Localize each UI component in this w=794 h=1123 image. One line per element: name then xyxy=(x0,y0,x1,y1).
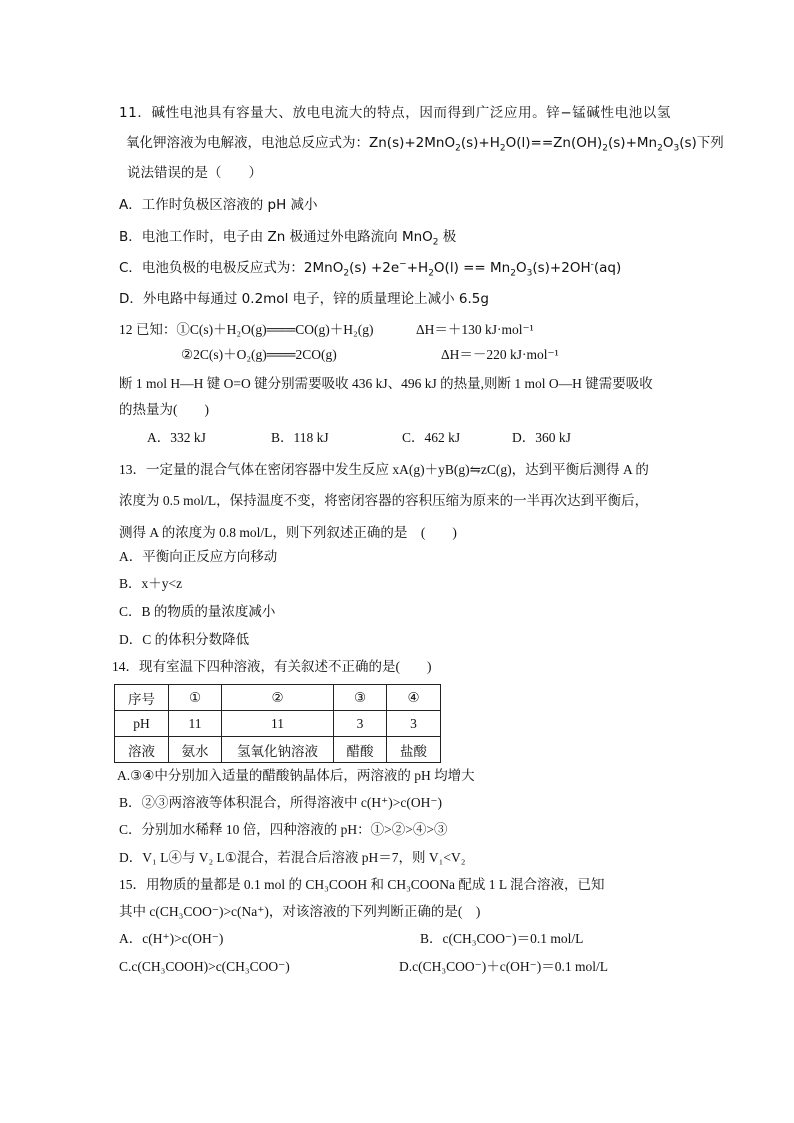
q11-sub: 2 xyxy=(455,143,461,154)
q11-c-text-a: C．电池负极的电极反应式为：2MnO xyxy=(119,260,344,276)
q11-sub: 2 xyxy=(432,237,439,248)
q11-stem-text-e: O xyxy=(662,135,674,151)
q13-option-c: C．B 的物质的量浓度减小 xyxy=(119,604,276,619)
q11-sub: 2 xyxy=(510,268,516,279)
q15-option-b: B．c(CH₃COO⁻)＝0.1 mol/L xyxy=(420,931,584,946)
q11-c-text-e: O xyxy=(515,260,527,276)
table-cell: 3 xyxy=(334,711,387,737)
q15-option-c: C.c(CH₃COOH)>c(CH₃COO⁻) xyxy=(119,959,290,974)
q12-reaction-1: 12 已知：①C(s)＋H₂O(g)═══CO(g)＋H₂(g) xyxy=(119,322,374,337)
q13-line1: 13．一定量的混合气体在密闭容器中发生反应 xA(g)＋yB(g)⇋zC(g)，达到平衡后测得 A 的 xyxy=(119,462,649,477)
q11-sub: 2 xyxy=(602,143,608,154)
table-cell: 3 xyxy=(387,711,441,737)
table-cell: 盐酸 xyxy=(387,737,441,763)
q15-option-d: D.c(CH₃COO⁻)＋c(OH⁻)＝0.1 mol/L xyxy=(399,959,609,974)
q11-stem-text-d: (s)+Mn xyxy=(608,135,658,151)
q12-option-d: D．360 kJ xyxy=(512,430,571,445)
q15-option-a: A．c(H⁺)>c(OH⁻) xyxy=(119,931,224,946)
q12-reaction-2: ②2C(s)＋O₂(g)═══2CO(g) xyxy=(181,347,337,362)
q11-b-text-b: 极 xyxy=(438,229,457,245)
q11-sub: 2 xyxy=(343,268,350,279)
q11-sup: − xyxy=(399,259,407,270)
table-cell: pH xyxy=(115,711,169,737)
table-cell: 氢氧化钠溶液 xyxy=(222,737,334,763)
table-cell: ③ xyxy=(334,685,387,711)
table-row xyxy=(115,737,441,763)
q11-c-text-g: (aq) xyxy=(593,260,622,276)
q14-option-a: A.③④中分别加入适量的醋酸钠晶体后，两溶液的 pH 均增大 xyxy=(117,768,475,783)
table-cell: 醋酸 xyxy=(334,737,387,763)
q11-option-d: D．外电路中每通过 0.2mol 电子，锌的质量理论上减小 6.5g xyxy=(119,291,489,307)
q11-c-text-b: (s) +2e xyxy=(349,260,400,276)
q15-line2: 其中 c(CH₃COO⁻)>c(Na⁺)，对该溶液的下列判断正确的是( ) xyxy=(119,904,481,919)
q11-stem-text-b: (s)+H xyxy=(460,135,500,151)
q11-stem-line1: 11．碱性电池具有容量大、放电电流大的特点，因而得到广泛应用。锌−锰碱性电池以氢 xyxy=(119,105,671,121)
q13-line2: 浓度为 0.5 mol/L，保持温度不变，将密闭容器的容积压缩为原来的一半再次达到平衡后， xyxy=(119,493,649,508)
q12-dh-2: ΔH＝－220 kJ·mol⁻¹ xyxy=(441,347,559,362)
table-cell: 11 xyxy=(222,711,334,737)
table-cell: 氨水 xyxy=(169,737,222,763)
table-cell: 溶液 xyxy=(115,737,169,763)
q11-sub: 2 xyxy=(499,143,506,154)
q11-sub: 2 xyxy=(657,143,663,154)
table-row xyxy=(115,711,441,737)
q11-sup: - xyxy=(590,259,594,270)
q11-stem-line2 xyxy=(126,134,724,152)
q13-option-b: B．x＋y<z xyxy=(119,576,183,591)
q13-option-a: A．平衡向正反应方向移动 xyxy=(119,549,278,564)
q12-option-a: A．332 kJ xyxy=(147,430,206,445)
q11-c-text-c: +H xyxy=(406,260,429,276)
q11-option-a: A．工作时负极区溶液的 pH 减小 xyxy=(119,197,318,213)
q12-option-b: B．118 kJ xyxy=(271,430,329,445)
q14-option-d: D．V₁ L④与 V₂ L①混合，若混合后溶液 pH＝7，则 V₁<V₂ xyxy=(119,850,466,865)
q14-table xyxy=(114,684,441,763)
q11-option-b xyxy=(119,228,456,246)
q11-c-text-f: (s)+2OH xyxy=(532,260,591,276)
table-row xyxy=(115,685,441,711)
table-cell: ④ xyxy=(387,685,441,711)
q15-line1: 15．用物质的量都是 0.1 mol 的 CH₃COOH 和 CH₃COONa 配成 1 L 混合溶液，已知 xyxy=(119,877,605,892)
q12-line4: 的热量为( ) xyxy=(119,402,209,417)
q11-stem-text-c: O(l)==Zn(OH) xyxy=(505,135,603,151)
q11-sub: 3 xyxy=(526,268,533,279)
q14-option-c: C．分别加水稀释 10 倍，四种溶液的 pH：①>②>④>③ xyxy=(119,822,448,837)
table-cell: 序号 xyxy=(115,685,169,711)
q11-c-text-d: O(l) == Mn xyxy=(433,260,511,276)
q12-dh-1: ΔH＝＋130 kJ·mol⁻¹ xyxy=(416,322,534,337)
q11-sub: 2 xyxy=(428,268,434,279)
q13-line3: 测得 A 的浓度为 0.8 mol/L，则下列叙述正确的是 ( ) xyxy=(119,525,457,540)
q11-sub: 3 xyxy=(673,143,680,154)
q12-option-c: C．462 kJ xyxy=(402,430,461,445)
table-cell: 11 xyxy=(169,711,222,737)
q13-option-d: D．C 的体积分数降低 xyxy=(119,632,250,647)
q14-stem: 14．现有室温下四种溶液，有关叙述不正确的是( ) xyxy=(112,659,432,674)
table-cell: ② xyxy=(222,685,334,711)
q11-stem-line3: 说法错误的是（ ） xyxy=(127,165,262,181)
q11-b-text-a: B．电池工作时，电子由 Zn 极通过外电路流向 MnO xyxy=(119,229,433,245)
q11-option-c xyxy=(119,259,621,277)
q11-stem-text-a: 氧化钾溶液为电解液，电池总反应式为：Zn(s)+2MnO xyxy=(126,135,456,151)
q11-stem-text-f: (s)下列 xyxy=(679,135,724,151)
q12-line3: 断 1 mol H—H 键 O=O 键分别需要吸收 436 kJ、496 kJ 的热量,则断 1 mol O—H 键需要吸收 xyxy=(119,376,653,391)
q14-option-b: B．②③两溶液等体积混合，所得溶液中 c(H⁺)>c(OH⁻) xyxy=(119,795,442,810)
table-cell: ① xyxy=(169,685,222,711)
